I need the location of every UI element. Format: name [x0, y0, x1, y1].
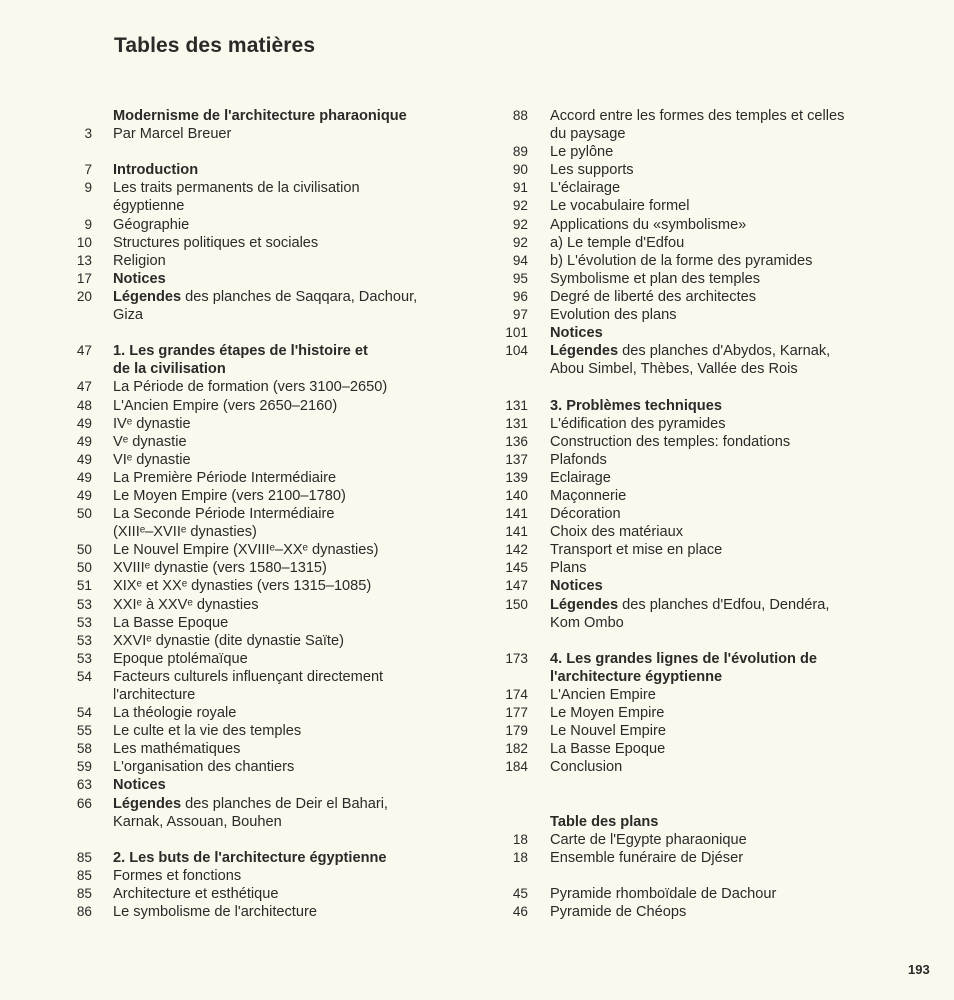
- toc-entry-text: Le Moyen Empire: [550, 705, 665, 722]
- toc-entry: [0, 161, 470, 179]
- toc-entry: [470, 161, 954, 179]
- toc-entry: [470, 795, 954, 813]
- toc-entry: [0, 541, 470, 559]
- toc-entry-text: Notices: [550, 578, 603, 595]
- toc-entry: [470, 559, 954, 577]
- toc-entry: [470, 143, 954, 161]
- toc-page-number: 53: [76, 614, 92, 630]
- toc-entry: [470, 523, 954, 541]
- toc-entry: [470, 125, 954, 143]
- toc-entry: [470, 216, 954, 234]
- toc-page-number: 101: [505, 325, 528, 341]
- toc-entry: [470, 360, 954, 378]
- toc-page-number: 47: [76, 379, 92, 395]
- toc-entry: [470, 632, 954, 650]
- toc-page-number: 13: [76, 252, 92, 268]
- toc-entry: [0, 433, 470, 451]
- toc-entry: [470, 324, 954, 342]
- toc-entry: [470, 306, 954, 324]
- toc-entry: [0, 704, 470, 722]
- toc-entry: [0, 903, 470, 921]
- toc-page-number: 131: [505, 397, 528, 413]
- toc-entry: [470, 903, 954, 921]
- toc-entry-text: Karnak, Assouan, Bouhen: [113, 813, 282, 830]
- toc-entry: [470, 107, 954, 125]
- toc-page-number: 46: [512, 904, 528, 920]
- toc-entry: [470, 451, 954, 469]
- toc-page-number: 9: [84, 180, 92, 196]
- toc-entry: [0, 179, 470, 197]
- toc-entry-text: Notices: [113, 777, 166, 794]
- toc-entry-text: La Basse Epoque: [113, 614, 229, 631]
- toc-entry-text: Décoration: [550, 506, 621, 523]
- toc-entry: [0, 849, 470, 867]
- toc-page-number: 18: [512, 849, 528, 865]
- toc-page-number: 88: [512, 108, 528, 123]
- toc-entry-text: Notices: [550, 325, 603, 342]
- toc-entry: [0, 795, 470, 813]
- toc-page-number: 182: [505, 741, 528, 757]
- toc-page-number: 17: [76, 270, 92, 286]
- toc-entry: [470, 577, 954, 595]
- toc-entry: [0, 487, 470, 505]
- toc-entry: [0, 559, 470, 577]
- toc-entry: [470, 397, 954, 415]
- toc-entry: [0, 324, 470, 342]
- toc-entry: [470, 614, 954, 632]
- toc-entry: [470, 885, 954, 903]
- toc-entry-text: [113, 288, 417, 306]
- toc-page-number: 85: [76, 867, 92, 883]
- toc-page-number: 49: [76, 433, 92, 449]
- toc-page-number: 150: [505, 596, 528, 612]
- toc-page-number: 53: [76, 650, 92, 666]
- toc-page-number: 49: [76, 487, 92, 503]
- toc-entry-text: Vᵉ dynastie: [113, 433, 187, 450]
- toc-entry-text: [550, 596, 829, 614]
- toc-entry: [470, 234, 954, 252]
- toc-page-number: 94: [512, 252, 528, 268]
- toc-entry-text: Structures politiques et sociales: [113, 234, 319, 251]
- toc-entry: [0, 216, 470, 234]
- toc-entry-text: Les mathématiques: [113, 741, 241, 758]
- toc-entry-text: Choix des matériaux: [550, 524, 684, 541]
- toc-entry-text: Le pylône: [550, 144, 614, 161]
- toc-entry: [0, 342, 470, 360]
- toc-entry-rest: des planches de Deir el Bahari,: [181, 795, 388, 812]
- toc-page-number: 179: [505, 723, 528, 739]
- toc-page-number: 54: [76, 705, 92, 721]
- toc-page-number: 92: [512, 234, 528, 250]
- toc-entry-text: La Seconde Période Intermédiaire: [113, 506, 335, 523]
- toc-page-number: 92: [512, 216, 528, 232]
- toc-entry-text: [550, 342, 830, 360]
- toc-entry: [470, 650, 954, 668]
- toc-page-number: 97: [512, 307, 528, 323]
- toc-page-number: 89: [512, 144, 528, 160]
- toc-entry-text: Kom Ombo: [550, 614, 624, 631]
- toc-entry: [0, 397, 470, 415]
- toc-entry: [470, 487, 954, 505]
- toc-page-number: 139: [505, 469, 528, 485]
- toc-entry: [470, 288, 954, 306]
- toc-page-number: 137: [505, 451, 528, 467]
- toc-entry-text: l'architecture égyptienne: [550, 668, 723, 685]
- toc-entry-text: du paysage: [550, 126, 626, 143]
- toc-entry: [470, 813, 954, 831]
- toc-page-number: 174: [505, 687, 528, 702]
- toc-entry-text: Degré de liberté des architectes: [550, 288, 757, 305]
- toc-entry: [470, 270, 954, 288]
- toc-entry: [0, 650, 470, 668]
- toc-entry-text: XIXᵉ et XXᵉ dynasties (vers 1315–1085): [113, 578, 372, 595]
- toc-entry-text: Les supports: [550, 162, 634, 179]
- toc-entry-text: Le culte et la vie des temples: [113, 723, 302, 740]
- toc-entry: [0, 270, 470, 288]
- toc-page-number: 3: [84, 126, 92, 142]
- toc-entry-text: Eclairage: [550, 469, 611, 486]
- toc-entry-text: Par Marcel Breuer: [113, 126, 232, 143]
- toc-entry-text: Le symbolisme de l'architecture: [113, 904, 317, 921]
- toc-entry: [0, 668, 470, 686]
- toc-entry-text: b) L'évolution de la forme des pyramides: [550, 252, 813, 269]
- toc-entry: [0, 885, 470, 903]
- toc-entry-text: égyptienne: [113, 198, 185, 215]
- toc-page-number: 50: [76, 560, 92, 576]
- toc-entry-text: Abou Simbel, Thèbes, Vallée des Rois: [550, 361, 798, 378]
- toc-entry-text: Formes et fonctions: [113, 867, 242, 884]
- toc-entry: [0, 632, 470, 650]
- toc-entry-text: XXVIᵉ dynastie (dite dynastie Saïte): [113, 632, 344, 649]
- toc-page-number: 50: [76, 542, 92, 558]
- toc-entry: [470, 686, 954, 704]
- toc-entry: [0, 758, 470, 776]
- toc-entry: [0, 831, 470, 849]
- toc-entry-text: Table des plans: [550, 813, 659, 830]
- toc-entry: [0, 288, 470, 306]
- toc-page-number: 96: [512, 288, 528, 304]
- toc-entry-text: Evolution des plans: [550, 307, 677, 324]
- toc-page-number: 85: [76, 849, 92, 865]
- toc-entry-text: 2. Les buts de l'architecture égyptienne: [113, 849, 387, 866]
- toc-entry: [0, 469, 470, 487]
- toc-entry-text: (XIIIᵉ–XVIIᵉ dynasties): [113, 524, 257, 541]
- toc-page-number: 53: [76, 632, 92, 648]
- toc-entry: [470, 197, 954, 215]
- toc-entry: [0, 451, 470, 469]
- toc-entry-lead: Légendes: [550, 596, 619, 613]
- toc-entry-text: Architecture et esthétique: [113, 886, 279, 903]
- toc-page-number: 48: [76, 397, 92, 413]
- toc-entry: [0, 776, 470, 794]
- toc-entry-text: a) Le temple d'Edfou: [550, 234, 685, 251]
- toc-page-number: 50: [76, 506, 92, 522]
- toc-right-column: [470, 107, 954, 921]
- toc-entry: [0, 867, 470, 885]
- toc-entry: [0, 722, 470, 740]
- toc-page-number: 63: [76, 777, 92, 793]
- toc-entry: [470, 596, 954, 614]
- toc-page-number: 86: [76, 904, 92, 920]
- toc-entry-text: Introduction: [113, 162, 199, 179]
- toc-entry: [470, 867, 954, 885]
- toc-entry: [470, 252, 954, 270]
- toc-page-number: 104: [505, 343, 528, 359]
- toc-page-number: 184: [505, 759, 528, 775]
- toc-entry: [470, 849, 954, 867]
- toc-page-number: 140: [505, 487, 528, 503]
- toc-entry-text: Carte de l'Egypte pharaonique: [550, 831, 747, 848]
- toc-entry-text: Pyramide rhomboïdale de Dachour: [550, 886, 777, 903]
- toc-page-number: 7: [84, 162, 92, 178]
- toc-page-number: 141: [505, 524, 528, 540]
- toc-page-number: 45: [512, 886, 528, 902]
- toc-entry: [0, 234, 470, 252]
- toc-entry-text: Pyramide de Chéops: [550, 904, 687, 921]
- toc-entry: [470, 758, 954, 776]
- toc-entry: [470, 378, 954, 396]
- toc-entry: [470, 505, 954, 523]
- toc-entry: [0, 143, 470, 161]
- toc-entry-text: IVᵉ dynastie: [113, 415, 191, 432]
- toc-entry-lead: Légendes: [550, 343, 619, 360]
- toc-entry: [0, 378, 470, 396]
- toc-entry: [470, 469, 954, 487]
- toc-entry-text: L'éclairage: [550, 180, 621, 197]
- toc-page-number: 49: [76, 469, 92, 485]
- toc-entry-text: L'organisation des chantiers: [113, 759, 295, 776]
- toc-entry: [470, 415, 954, 433]
- toc-page-number: 177: [505, 705, 528, 721]
- toc-entry-text: Symbolisme et plan des temples: [550, 270, 761, 287]
- toc-entry-lead: Légendes: [113, 795, 182, 812]
- toc-entry-text: 3. Problèmes techniques: [550, 397, 722, 414]
- toc-page-number: 131: [505, 415, 528, 431]
- toc-entry-text: Le Nouvel Empire: [550, 723, 666, 740]
- toc-entry: [470, 776, 954, 794]
- toc-entry-text: Construction des temples: fondations: [550, 433, 791, 450]
- toc-page-number: 20: [76, 288, 92, 304]
- toc-entry-text: 4. Les grandes lignes de l'évolution de: [550, 650, 818, 667]
- toc-entry-text: Maçonnerie: [550, 487, 627, 504]
- toc-entry-text: Religion: [113, 252, 166, 269]
- toc-page-number: 58: [76, 741, 92, 757]
- toc-entry-rest: des planches de Saqqara, Dachour,: [181, 288, 418, 305]
- toc-entry-text: 1. Les grandes étapes de l'histoire et: [113, 343, 368, 360]
- toc-entry-text: Le Moyen Empire (vers 2100–1780): [113, 487, 346, 504]
- toc-entry-text: XVIIIᵉ dynastie (vers 1580–1315): [113, 560, 327, 577]
- toc-entry-text: La Période de formation (vers 3100–2650): [113, 379, 388, 396]
- toc-page-number: 47: [76, 343, 92, 359]
- toc-page-number: 18: [512, 831, 528, 847]
- toc-entry-text: Le Nouvel Empire (XVIIIᵉ–XXᵉ dynasties): [113, 542, 379, 559]
- toc-entry-text: de la civilisation: [113, 361, 226, 378]
- toc-entry-text: [113, 795, 388, 813]
- toc-page-number: 49: [76, 415, 92, 431]
- toc-entry: [0, 596, 470, 614]
- toc-entry-text: Applications du «symbolisme»: [550, 216, 747, 233]
- page-number: 193: [908, 962, 930, 977]
- page-title: Tables des matières: [114, 34, 316, 57]
- toc-entry-text: VIᵉ dynastie: [113, 451, 191, 468]
- toc-entry: [470, 831, 954, 849]
- toc-entry-lead: Légendes: [113, 288, 182, 305]
- toc-entry-text: Giza: [113, 307, 144, 324]
- toc-entry: [470, 541, 954, 559]
- toc-entry: [0, 125, 470, 143]
- toc-page-number: 142: [505, 542, 528, 558]
- toc-page-number: 92: [512, 198, 528, 214]
- toc-entry-text: Modernisme de l'architecture pharaonique: [113, 108, 407, 124]
- toc-entry-text: Ensemble funéraire de Djéser: [550, 849, 744, 866]
- toc-entry-text: La théologie royale: [113, 705, 237, 722]
- toc-page-number: 10: [76, 234, 92, 250]
- toc-entry-text: La Première Période Intermédiaire: [113, 469, 337, 486]
- toc-entry: [0, 360, 470, 378]
- toc-entry: [0, 415, 470, 433]
- toc-entry: [0, 523, 470, 541]
- toc-page-number: 95: [512, 270, 528, 286]
- toc-entry: [0, 306, 470, 324]
- toc-entry-text: XXIᵉ à XXVᵉ dynasties: [113, 596, 259, 613]
- toc-entry-text: Le vocabulaire formel: [550, 198, 690, 215]
- toc-entry: [470, 722, 954, 740]
- toc-page-number: 59: [76, 759, 92, 775]
- toc-entry: [0, 686, 470, 704]
- toc-entry-text: Les traits permanents de la civilisation: [113, 180, 360, 197]
- toc-page-number: 49: [76, 451, 92, 467]
- toc-entry: [470, 704, 954, 722]
- toc-entry: [470, 179, 954, 197]
- toc-entry: [0, 505, 470, 523]
- toc-entry: [0, 107, 470, 125]
- toc-left-column: [0, 107, 470, 921]
- toc-entry-text: Transport et mise en place: [550, 542, 723, 559]
- toc-page-number: 141: [505, 506, 528, 522]
- toc-entry-text: Epoque ptolémaïque: [113, 650, 248, 667]
- toc-entry-rest: des planches d'Abydos, Karnak,: [618, 343, 831, 360]
- toc-page-number: 9: [84, 216, 92, 232]
- toc-entry-text: l'architecture: [113, 687, 196, 703]
- toc-page-number: 136: [505, 433, 528, 449]
- toc-page-number: 55: [76, 723, 92, 739]
- toc-entry: [470, 342, 954, 360]
- toc-page-number: 173: [505, 650, 528, 666]
- toc-entry-text: Notices: [113, 270, 166, 287]
- toc-entry-text: Plafonds: [550, 451, 607, 468]
- toc-page-number: 53: [76, 596, 92, 612]
- toc-entry: [470, 433, 954, 451]
- toc-entry: [0, 813, 470, 831]
- toc-entry-text: Facteurs culturels influençant directement: [113, 668, 384, 685]
- toc-entry: [0, 740, 470, 758]
- toc-entry-text: Conclusion: [550, 759, 623, 776]
- toc-entry: [470, 740, 954, 758]
- toc-page-number: 91: [512, 180, 528, 196]
- toc-entry-text: Accord entre les formes des temples et celles: [550, 108, 845, 124]
- toc-entry-rest: des planches d'Edfou, Dendéra,: [618, 596, 830, 613]
- toc-page-number: 147: [505, 578, 528, 594]
- toc-entry-text: La Basse Epoque: [550, 741, 666, 758]
- toc-page-number: 85: [76, 886, 92, 902]
- toc-page-number: 90: [512, 162, 528, 178]
- toc-entry-text: L'Ancien Empire (vers 2650–2160): [113, 397, 338, 414]
- toc-page-number: 51: [76, 578, 92, 594]
- toc-entry-text: Géographie: [113, 216, 190, 233]
- toc-entry: [470, 668, 954, 686]
- toc-entry: [0, 197, 470, 215]
- toc-entry: [0, 252, 470, 270]
- toc-page-number: 145: [505, 560, 528, 576]
- toc-entry: [0, 577, 470, 595]
- toc-entry-text: L'édification des pyramides: [550, 415, 726, 432]
- toc-entry: [0, 614, 470, 632]
- toc-entry-text: L'Ancien Empire: [550, 687, 656, 703]
- toc-entry-text: Plans: [550, 560, 587, 577]
- toc-page-number: 66: [76, 795, 92, 811]
- toc-page-number: 54: [76, 668, 92, 684]
